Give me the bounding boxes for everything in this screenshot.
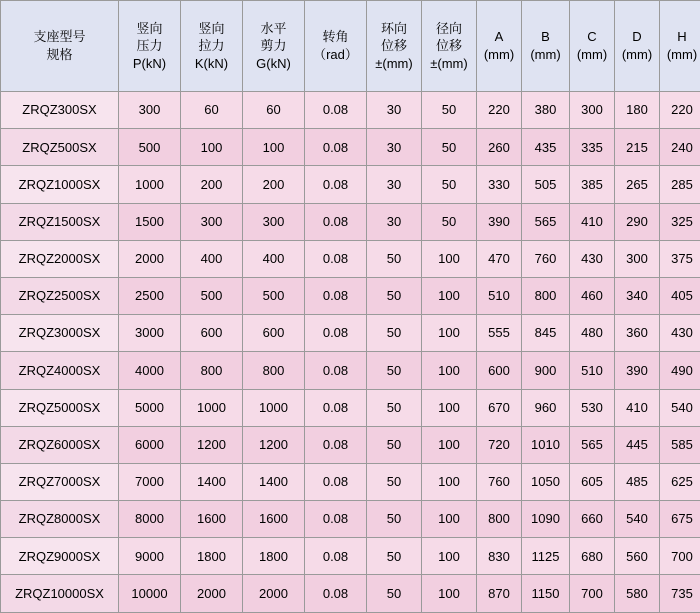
cell-dim_b: 1090 — [522, 501, 570, 538]
column-header-line: P(kN) — [120, 55, 179, 73]
cell-dim_a: 670 — [477, 389, 522, 426]
cell-dim_a: 330 — [477, 166, 522, 203]
cell-dim_c: 460 — [570, 277, 615, 314]
cell-dim_h: 625 — [660, 463, 700, 500]
cell-vertical_pressure: 500 — [119, 129, 181, 166]
cell-dim_a: 830 — [477, 538, 522, 575]
cell-dim_h: 700 — [660, 538, 700, 575]
table-row — [1, 463, 700, 500]
column-header-dim_a — [477, 1, 522, 92]
cell-circumferential_disp: 50 — [367, 575, 422, 612]
cell-dim_b: 505 — [522, 166, 570, 203]
column-header-line: 规格 — [2, 46, 117, 64]
cell-rotation_angle: 0.08 — [305, 538, 367, 575]
cell-dim_b: 900 — [522, 352, 570, 389]
column-header-dim_d — [615, 1, 660, 92]
column-header-vertical_tension — [181, 1, 243, 92]
cell-dim_b: 380 — [522, 92, 570, 129]
cell-dim_a: 260 — [477, 129, 522, 166]
cell-horizontal_shear: 2000 — [243, 575, 305, 612]
cell-vertical_tension: 1600 — [181, 501, 243, 538]
column-header-line: D — [616, 28, 658, 46]
cell-model: ZRQZ9000SX — [1, 538, 119, 575]
column-header-line: 环向 — [368, 20, 420, 38]
table-row — [1, 277, 700, 314]
cell-dim_d: 485 — [615, 463, 660, 500]
cell-circumferential_disp: 50 — [367, 463, 422, 500]
cell-vertical_pressure: 8000 — [119, 501, 181, 538]
column-header-line: G(kN) — [244, 55, 303, 73]
column-header-dim_h — [660, 1, 700, 92]
cell-circumferential_disp: 50 — [367, 389, 422, 426]
cell-rotation_angle: 0.08 — [305, 315, 367, 352]
cell-model: ZRQZ2500SX — [1, 277, 119, 314]
cell-horizontal_shear: 1000 — [243, 389, 305, 426]
cell-dim_d: 390 — [615, 352, 660, 389]
cell-circumferential_disp: 50 — [367, 538, 422, 575]
cell-radial_disp: 100 — [422, 277, 477, 314]
cell-dim_c: 565 — [570, 426, 615, 463]
cell-horizontal_shear: 600 — [243, 315, 305, 352]
cell-model: ZRQZ3000SX — [1, 315, 119, 352]
cell-dim_h: 285 — [660, 166, 700, 203]
cell-radial_disp: 100 — [422, 575, 477, 612]
cell-vertical_tension: 500 — [181, 277, 243, 314]
column-header-line: (mm) — [661, 46, 700, 64]
cell-horizontal_shear: 1600 — [243, 501, 305, 538]
cell-radial_disp: 50 — [422, 129, 477, 166]
cell-model: ZRQZ500SX — [1, 129, 119, 166]
cell-dim_a: 600 — [477, 352, 522, 389]
cell-dim_h: 220 — [660, 92, 700, 129]
cell-vertical_tension: 300 — [181, 203, 243, 240]
cell-model: ZRQZ10000SX — [1, 575, 119, 612]
cell-dim_a: 870 — [477, 575, 522, 612]
cell-circumferential_disp: 50 — [367, 240, 422, 277]
cell-vertical_pressure: 9000 — [119, 538, 181, 575]
cell-dim_b: 1010 — [522, 426, 570, 463]
cell-dim_d: 360 — [615, 315, 660, 352]
cell-dim_d: 540 — [615, 501, 660, 538]
table-row — [1, 352, 700, 389]
cell-vertical_tension: 100 — [181, 129, 243, 166]
column-header-line: 拉力 — [182, 37, 241, 55]
cell-dim_c: 700 — [570, 575, 615, 612]
cell-vertical_tension: 2000 — [181, 575, 243, 612]
cell-vertical_tension: 800 — [181, 352, 243, 389]
cell-vertical_tension: 60 — [181, 92, 243, 129]
cell-model: ZRQZ6000SX — [1, 426, 119, 463]
table-row — [1, 203, 700, 240]
cell-vertical_tension: 1800 — [181, 538, 243, 575]
cell-dim_h: 675 — [660, 501, 700, 538]
cell-dim_a: 220 — [477, 92, 522, 129]
cell-rotation_angle: 0.08 — [305, 352, 367, 389]
cell-circumferential_disp: 30 — [367, 203, 422, 240]
cell-dim_d: 560 — [615, 538, 660, 575]
cell-vertical_tension: 1000 — [181, 389, 243, 426]
column-header-line: C — [571, 28, 613, 46]
cell-dim_d: 215 — [615, 129, 660, 166]
cell-dim_d: 265 — [615, 166, 660, 203]
column-header-dim_b — [522, 1, 570, 92]
cell-horizontal_shear: 1800 — [243, 538, 305, 575]
cell-model: ZRQZ7000SX — [1, 463, 119, 500]
column-header-line: H — [661, 28, 700, 46]
cell-vertical_tension: 400 — [181, 240, 243, 277]
cell-vertical_pressure: 2000 — [119, 240, 181, 277]
cell-vertical_pressure: 6000 — [119, 426, 181, 463]
cell-dim_h: 585 — [660, 426, 700, 463]
column-header-line: K(kN) — [182, 55, 241, 73]
column-header-horizontal_shear — [243, 1, 305, 92]
cell-horizontal_shear: 400 — [243, 240, 305, 277]
cell-vertical_pressure: 1500 — [119, 203, 181, 240]
cell-dim_a: 510 — [477, 277, 522, 314]
cell-dim_d: 300 — [615, 240, 660, 277]
cell-circumferential_disp: 30 — [367, 129, 422, 166]
cell-dim_b: 565 — [522, 203, 570, 240]
cell-circumferential_disp: 50 — [367, 277, 422, 314]
cell-circumferential_disp: 50 — [367, 501, 422, 538]
cell-radial_disp: 100 — [422, 315, 477, 352]
table-row — [1, 575, 700, 612]
cell-model: ZRQZ300SX — [1, 92, 119, 129]
cell-rotation_angle: 0.08 — [305, 501, 367, 538]
cell-rotation_angle: 0.08 — [305, 463, 367, 500]
cell-dim_b: 845 — [522, 315, 570, 352]
column-header-line: ±(mm) — [368, 55, 420, 73]
cell-dim_h: 240 — [660, 129, 700, 166]
cell-horizontal_shear: 1400 — [243, 463, 305, 500]
cell-radial_disp: 100 — [422, 352, 477, 389]
cell-circumferential_disp: 30 — [367, 166, 422, 203]
cell-rotation_angle: 0.08 — [305, 426, 367, 463]
column-header-line: 压力 — [120, 37, 179, 55]
cell-dim_c: 300 — [570, 92, 615, 129]
cell-circumferential_disp: 30 — [367, 92, 422, 129]
cell-dim_b: 1150 — [522, 575, 570, 612]
cell-vertical_pressure: 10000 — [119, 575, 181, 612]
column-header-line: 位移 — [423, 37, 475, 55]
column-header-line: A — [478, 28, 520, 46]
cell-horizontal_shear: 200 — [243, 166, 305, 203]
column-header-line: ±(mm) — [423, 55, 475, 73]
cell-horizontal_shear: 500 — [243, 277, 305, 314]
cell-dim_d: 445 — [615, 426, 660, 463]
cell-horizontal_shear: 1200 — [243, 426, 305, 463]
table-row — [1, 240, 700, 277]
table-row — [1, 129, 700, 166]
cell-circumferential_disp: 50 — [367, 426, 422, 463]
cell-vertical_pressure: 1000 — [119, 166, 181, 203]
cell-model: ZRQZ4000SX — [1, 352, 119, 389]
cell-rotation_angle: 0.08 — [305, 575, 367, 612]
cell-vertical_pressure: 4000 — [119, 352, 181, 389]
cell-dim_c: 385 — [570, 166, 615, 203]
column-header-line: 支座型号 — [2, 28, 117, 46]
cell-rotation_angle: 0.08 — [305, 203, 367, 240]
table-row — [1, 389, 700, 426]
cell-vertical_tension: 600 — [181, 315, 243, 352]
cell-circumferential_disp: 50 — [367, 315, 422, 352]
cell-rotation_angle: 0.08 — [305, 166, 367, 203]
cell-model: ZRQZ8000SX — [1, 501, 119, 538]
cell-dim_d: 180 — [615, 92, 660, 129]
cell-dim_b: 800 — [522, 277, 570, 314]
cell-circumferential_disp: 50 — [367, 352, 422, 389]
cell-horizontal_shear: 60 — [243, 92, 305, 129]
column-header-circumferential_disp — [367, 1, 422, 92]
column-header-line: (mm) — [523, 46, 568, 64]
cell-vertical_tension: 200 — [181, 166, 243, 203]
cell-horizontal_shear: 100 — [243, 129, 305, 166]
cell-vertical_tension: 1200 — [181, 426, 243, 463]
column-header-radial_disp — [422, 1, 477, 92]
cell-dim_d: 290 — [615, 203, 660, 240]
column-header-dim_c — [570, 1, 615, 92]
cell-dim_c: 410 — [570, 203, 615, 240]
column-header-line: 位移 — [368, 37, 420, 55]
cell-model: ZRQZ2000SX — [1, 240, 119, 277]
cell-dim_c: 605 — [570, 463, 615, 500]
cell-rotation_angle: 0.08 — [305, 277, 367, 314]
column-header-line: （rad） — [306, 46, 365, 64]
cell-dim_d: 340 — [615, 277, 660, 314]
cell-dim_a: 720 — [477, 426, 522, 463]
cell-dim_c: 680 — [570, 538, 615, 575]
cell-model: ZRQZ1500SX — [1, 203, 119, 240]
table-body — [1, 92, 700, 613]
cell-radial_disp: 100 — [422, 501, 477, 538]
cell-dim_b: 1050 — [522, 463, 570, 500]
cell-vertical_pressure: 3000 — [119, 315, 181, 352]
cell-dim_h: 735 — [660, 575, 700, 612]
cell-vertical_pressure: 2500 — [119, 277, 181, 314]
table-row — [1, 92, 700, 129]
cell-vertical_tension: 1400 — [181, 463, 243, 500]
column-header-line: B — [523, 28, 568, 46]
cell-model: ZRQZ5000SX — [1, 389, 119, 426]
cell-horizontal_shear: 800 — [243, 352, 305, 389]
table-row — [1, 166, 700, 203]
cell-radial_disp: 100 — [422, 240, 477, 277]
cell-radial_disp: 100 — [422, 538, 477, 575]
cell-radial_disp: 100 — [422, 463, 477, 500]
cell-vertical_pressure: 7000 — [119, 463, 181, 500]
cell-radial_disp: 50 — [422, 203, 477, 240]
cell-dim_b: 960 — [522, 389, 570, 426]
cell-radial_disp: 100 — [422, 389, 477, 426]
cell-dim_a: 390 — [477, 203, 522, 240]
column-header-line: 水平 — [244, 20, 303, 38]
table-row — [1, 538, 700, 575]
column-header-line: 竖向 — [120, 20, 179, 38]
cell-dim_c: 480 — [570, 315, 615, 352]
column-header-line: (mm) — [616, 46, 658, 64]
cell-radial_disp: 50 — [422, 92, 477, 129]
header-row — [1, 1, 700, 92]
cell-dim_a: 760 — [477, 463, 522, 500]
cell-dim_b: 1125 — [522, 538, 570, 575]
column-header-line: 竖向 — [182, 20, 241, 38]
column-header-line: 剪力 — [244, 37, 303, 55]
cell-dim_a: 555 — [477, 315, 522, 352]
cell-dim_a: 470 — [477, 240, 522, 277]
cell-rotation_angle: 0.08 — [305, 240, 367, 277]
cell-dim_c: 660 — [570, 501, 615, 538]
cell-dim_d: 410 — [615, 389, 660, 426]
cell-dim_b: 435 — [522, 129, 570, 166]
cell-model: ZRQZ1000SX — [1, 166, 119, 203]
column-header-line: 径向 — [423, 20, 475, 38]
cell-dim_b: 760 — [522, 240, 570, 277]
cell-dim_c: 335 — [570, 129, 615, 166]
cell-dim_h: 430 — [660, 315, 700, 352]
cell-dim_d: 580 — [615, 575, 660, 612]
column-header-line: (mm) — [478, 46, 520, 64]
cell-rotation_angle: 0.08 — [305, 92, 367, 129]
cell-rotation_angle: 0.08 — [305, 389, 367, 426]
cell-dim_h: 490 — [660, 352, 700, 389]
column-header-line: (mm) — [571, 46, 613, 64]
column-header-line: 转角 — [306, 28, 365, 46]
cell-dim_c: 510 — [570, 352, 615, 389]
cell-dim_a: 800 — [477, 501, 522, 538]
cell-horizontal_shear: 300 — [243, 203, 305, 240]
column-header-model — [1, 1, 119, 92]
cell-radial_disp: 100 — [422, 426, 477, 463]
table-row — [1, 426, 700, 463]
column-header-vertical_pressure — [119, 1, 181, 92]
cell-rotation_angle: 0.08 — [305, 129, 367, 166]
cell-dim_h: 405 — [660, 277, 700, 314]
table-header — [1, 1, 700, 92]
cell-vertical_pressure: 5000 — [119, 389, 181, 426]
cell-dim_c: 430 — [570, 240, 615, 277]
cell-dim_h: 540 — [660, 389, 700, 426]
table-row — [1, 501, 700, 538]
cell-dim_h: 375 — [660, 240, 700, 277]
cell-vertical_pressure: 300 — [119, 92, 181, 129]
cell-dim_h: 325 — [660, 203, 700, 240]
column-header-rotation_angle — [305, 1, 367, 92]
table-row — [1, 315, 700, 352]
cell-radial_disp: 50 — [422, 166, 477, 203]
cell-dim_c: 530 — [570, 389, 615, 426]
